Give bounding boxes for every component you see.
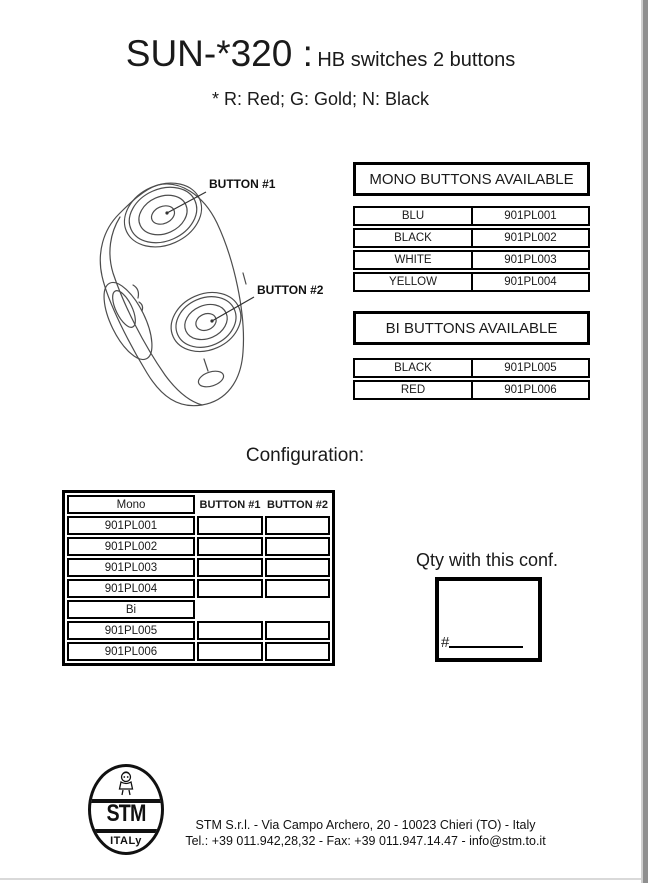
config-col-button2: BUTTON #2 xyxy=(265,495,330,514)
logo-divider xyxy=(91,829,161,833)
part-number: 901PL005 xyxy=(67,621,195,640)
config-cell-button2[interactable] xyxy=(265,516,330,535)
mono-buttons-header: MONO BUTTONS AVAILABLE xyxy=(353,162,590,196)
button-color: RED xyxy=(355,382,473,398)
table-row xyxy=(353,358,590,378)
part-number: 901PL005 xyxy=(504,362,557,374)
company-address: STM S.r.l. - Via Campo Archero, 20 - 10023 Chieri (TO) - Italy xyxy=(195,818,536,832)
part-number: 901PL001 xyxy=(504,210,557,222)
qty-fill-line xyxy=(441,636,523,650)
config-col-mono: Mono xyxy=(67,495,195,514)
config-cell-button1[interactable] xyxy=(197,516,263,535)
table-row xyxy=(353,380,590,400)
config-header-row xyxy=(67,495,330,514)
part-number: 901PL001 xyxy=(67,516,195,535)
qty-blank-line xyxy=(449,645,523,648)
stm-logo xyxy=(88,764,164,855)
config-row xyxy=(67,621,330,640)
table-row xyxy=(353,206,590,226)
page-title xyxy=(0,33,641,75)
table-row xyxy=(353,250,590,270)
qty-hash-prefix: # xyxy=(441,634,450,651)
config-cell-button1[interactable] xyxy=(197,537,263,556)
bi-buttons-header: BI BUTTONS AVAILABLE xyxy=(353,311,590,345)
part-number: 901PL003 xyxy=(504,254,557,266)
mono-buttons-table xyxy=(353,206,590,294)
button-color: BLU xyxy=(355,208,473,224)
config-row xyxy=(67,579,330,598)
qty-entry-box[interactable] xyxy=(435,577,542,662)
part-number: 901PL006 xyxy=(67,642,195,661)
config-cell-button1[interactable] xyxy=(197,579,263,598)
config-row xyxy=(67,558,330,577)
config-cell-button2[interactable] xyxy=(265,579,330,598)
configuration-table xyxy=(62,490,335,666)
config-bi-header: Bi xyxy=(67,600,195,619)
logo-country-text: ITALy xyxy=(110,835,142,847)
table-row xyxy=(353,228,590,248)
mascot-icon xyxy=(113,770,139,798)
bi-buttons-table xyxy=(353,358,590,402)
part-number: 901PL006 xyxy=(504,384,557,396)
config-cell-button2[interactable] xyxy=(265,537,330,556)
config-cell-button1[interactable] xyxy=(197,621,263,640)
part-number: 901PL002 xyxy=(67,537,195,556)
config-col-button1: BUTTON #1 xyxy=(197,495,263,514)
config-row xyxy=(67,516,330,535)
company-footer xyxy=(168,818,563,849)
page-edge-bottom-line xyxy=(0,878,641,880)
switch-drawing xyxy=(75,163,355,425)
page-edge-bar xyxy=(643,0,648,883)
config-cell-button1[interactable] xyxy=(197,558,263,577)
config-cell-button2[interactable] xyxy=(265,558,330,577)
button-color: WHITE xyxy=(355,252,473,268)
button2-callout-label: BUTTON #2 xyxy=(257,283,324,297)
config-cell-button1[interactable] xyxy=(197,642,263,661)
table-row xyxy=(353,272,590,292)
part-number: 901PL002 xyxy=(504,232,557,244)
configuration-title: Configuration: xyxy=(245,445,365,466)
config-cell-button2[interactable] xyxy=(265,642,330,661)
config-row xyxy=(67,642,330,661)
part-number: 901PL003 xyxy=(67,558,195,577)
model-code: SUN-*320 : xyxy=(125,33,313,74)
button-color: YELLOW xyxy=(355,274,473,290)
model-description: HB switches 2 buttons xyxy=(317,49,516,71)
part-number: 901PL004 xyxy=(504,276,557,288)
company-contacts: Tel.: +39 011.942,28,32 - Fax: +39 011.947.14.47 - info@stm.to.it xyxy=(185,833,546,848)
part-number: 901PL004 xyxy=(67,579,195,598)
color-code-legend: * R: Red; G: Gold; N: Black xyxy=(211,89,430,109)
config-bi-divider-row xyxy=(67,600,330,619)
logo-brand-text: STM xyxy=(106,800,146,827)
config-cell-button2[interactable] xyxy=(265,621,330,640)
button-color: BLACK xyxy=(355,360,473,376)
qty-label: Qty with this conf. xyxy=(416,550,559,570)
button1-callout-label: BUTTON #1 xyxy=(209,177,276,191)
config-row xyxy=(67,537,330,556)
button2-rings xyxy=(162,282,251,362)
button-color: BLACK xyxy=(355,230,473,246)
